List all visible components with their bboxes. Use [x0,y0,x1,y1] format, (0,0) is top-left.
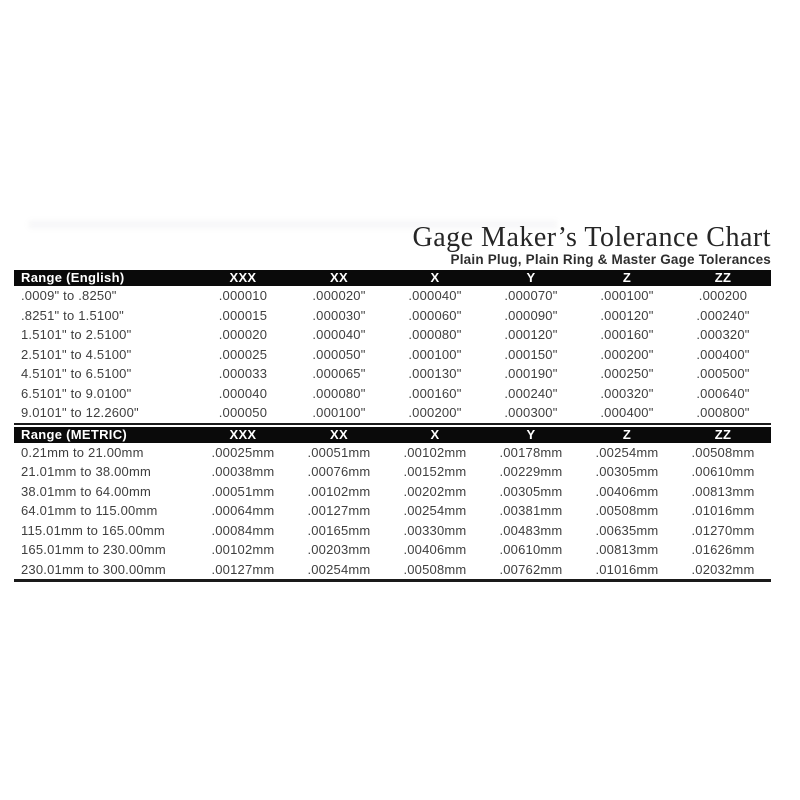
tolerance-value-cell: .01270mm [691,522,755,538]
tolerance-value-cell: .000100" [312,405,366,420]
tolerance-value-cell: .000130" [408,366,462,381]
tolerance-value-cell: .000800" [696,405,750,420]
tolerance-class-header: Y [483,427,579,443]
tolerance-value-cell: .00064mm [211,503,275,518]
tolerance-class-header: XX [291,427,387,443]
tolerance-value-cell: .00330mm [403,522,467,538]
tolerance-value-cell: .00051mm [307,444,371,460]
tolerance-value-cell: .00025mm [211,444,275,460]
header-row [14,427,771,443]
tolerance-value-cell: .000190" [504,366,558,381]
table-row [14,364,771,384]
tolerance-value-cell: .000065" [312,366,366,381]
range-cell: .0009" to .8250" [21,288,117,303]
tolerance-class-header: XX [291,270,387,286]
tolerance-value-cell: .000320" [696,327,750,342]
tolerance-value-cell: .00406mm [403,542,467,557]
tolerance-value-cell: .000070" [504,288,558,303]
tolerance-class-header: XXX [195,270,291,286]
tolerance-value-cell: .00178mm [499,444,563,460]
range-cell: 9.0101" to 12.2600" [21,405,139,420]
tolerance-value-cell: .000400" [600,405,654,420]
tolerance-value-cell: .00202mm [403,483,467,499]
tolerance-value-cell: .000050 [218,405,268,420]
tolerance-value-cell: .01016mm [595,561,659,577]
table-row [14,540,771,560]
tolerance-value-cell: .00084mm [211,522,275,538]
range-cell: 6.5101" to 9.0100" [21,385,132,401]
tolerance-value-cell: .000500" [696,366,750,381]
tolerance-value-cell: .02032mm [691,561,755,577]
tolerance-value-cell: .000020 [218,327,268,342]
tolerance-value-cell: .000300" [504,405,558,420]
range-cell: 1.5101" to 2.5100" [21,327,132,342]
tolerance-value-cell: .00305mm [595,464,659,479]
tolerance-value-cell: .000240" [504,385,558,401]
tolerance-value-cell: .00610mm [691,464,755,479]
tolerance-value-cell: .00127mm [211,561,275,577]
page-title: Gage Maker’s Tolerance Chart [412,222,771,253]
tolerance-value-cell: .000020" [312,288,366,303]
table-row [14,462,771,482]
table-row [14,345,771,365]
title-block [412,223,771,267]
tolerance-value-cell: .000120" [600,307,654,323]
tolerance-value-cell: .000240" [696,307,750,323]
tolerance-value-cell: .000033 [218,366,268,381]
range-cell: 38.01mm to 64.00mm [21,483,152,499]
tolerance-value-cell: .000060" [408,307,462,323]
range-cell: 230.01mm to 300.00mm [21,561,166,577]
tolerance-value-cell: .00813mm [595,542,659,557]
tolerance-value-cell: .01626mm [691,542,755,557]
tolerance-value-cell: .00254mm [307,561,371,577]
tolerance-value-cell: .000040 [218,385,268,401]
tolerance-value-cell: .00635mm [595,522,659,538]
tolerance-value-cell: .00203mm [307,542,371,557]
tolerance-class-header: X [387,270,483,286]
tolerance-value-cell: .00381mm [499,503,563,518]
tolerance-value-cell: .00483mm [499,522,563,538]
tolerance-value-cell: .000200 [698,288,748,303]
tolerance-value-cell: .00508mm [691,444,755,460]
tolerance-value-cell: .01016mm [691,503,755,518]
tolerance-class-header: ZZ [675,427,771,443]
tolerance-value-cell: .00254mm [595,444,659,460]
tolerance-value-cell: .000320" [600,385,654,401]
tolerance-value-cell: .000120" [504,327,558,342]
range-cell: 0.21mm to 21.00mm [21,444,144,460]
tolerance-value-cell: .000040" [408,288,462,303]
tolerance-value-cell: .000160" [600,327,654,342]
table-row [14,403,771,424]
tolerance-class-header: Z [579,427,675,443]
range-cell: 165.01mm to 230.00mm [21,542,166,557]
tolerance-value-cell: .00127mm [307,503,371,518]
table-row [14,286,771,306]
tolerance-class-header: Y [483,270,579,286]
table-row [14,306,771,326]
metric-tolerance-table [14,427,771,583]
tolerance-value-cell: .000080" [312,385,366,401]
tolerance-value-cell: .00762mm [499,561,563,577]
tolerance-value-cell: .00813mm [691,483,755,499]
tolerance-value-cell: .000015 [218,307,268,323]
page-subtitle: Plain Plug, Plain Ring & Master Gage Tolerances [450,252,771,267]
table-row [14,443,771,463]
tolerance-value-cell: .000100" [408,346,462,362]
tolerance-value-cell: .000640" [696,385,750,401]
range-column-header: Range (METRIC) [14,427,195,443]
tolerance-value-cell: .00165mm [307,522,371,538]
table-row [14,501,771,521]
range-cell: 115.01mm to 165.00mm [21,522,165,538]
tolerance-value-cell: .000080" [408,327,462,342]
range-cell: .8251" to 1.5100" [21,307,124,323]
tolerance-value-cell: .000090" [504,307,558,323]
tolerance-value-cell: .000050" [312,346,366,362]
tolerance-value-cell: .00610mm [499,542,563,557]
tolerance-value-cell: .000400" [696,346,750,362]
tolerance-class-header: XXX [195,427,291,443]
table-row [14,521,771,541]
tolerance-class-header: Z [579,270,675,286]
tolerance-value-cell: .00076mm [307,464,371,479]
tolerance-value-cell: .000030" [312,307,366,323]
tolerance-value-cell: .000250" [600,366,654,381]
tolerance-value-cell: .00152mm [403,464,467,479]
tolerance-value-cell: .00102mm [211,542,275,557]
header-row [14,270,771,286]
tolerance-value-cell: .000040" [312,327,366,342]
tolerance-value-cell: .00305mm [499,483,563,499]
table-row [14,560,771,581]
tolerance-class-header: ZZ [675,270,771,286]
table-row [14,325,771,345]
tolerance-value-cell: .00508mm [595,503,659,518]
tolerance-value-cell: .00038mm [211,464,275,479]
range-column-header: Range (English) [14,270,195,286]
table-row [14,384,771,404]
tolerance-value-cell: .00102mm [307,483,371,499]
tolerance-value-cell: .000025 [218,346,268,362]
tolerance-value-cell: .00254mm [403,503,467,518]
table-row [14,482,771,502]
tolerance-value-cell: .00508mm [403,561,467,577]
english-tolerance-table [14,270,771,425]
tolerance-value-cell: .00406mm [595,483,659,499]
range-cell: 64.01mm to 115.00mm [21,503,158,518]
tolerance-value-cell: .000200" [408,405,462,420]
tolerance-value-cell: .00229mm [499,464,563,479]
tolerance-value-cell: .00051mm [211,483,275,499]
range-cell: 21.01mm to 38.00mm [21,464,152,479]
tolerance-value-cell: .00102mm [403,444,467,460]
tolerance-value-cell: .000010 [218,288,268,303]
tolerance-value-cell: .000100" [600,288,654,303]
tolerance-value-cell: .000200" [600,346,654,362]
range-cell: 4.5101" to 6.5100" [21,366,132,381]
range-cell: 2.5101" to 4.5100" [21,346,132,362]
tolerance-class-header: X [387,427,483,443]
tolerance-value-cell: .000150" [504,346,558,362]
tolerance-tables [14,270,771,582]
tolerance-value-cell: .000160" [408,385,462,401]
